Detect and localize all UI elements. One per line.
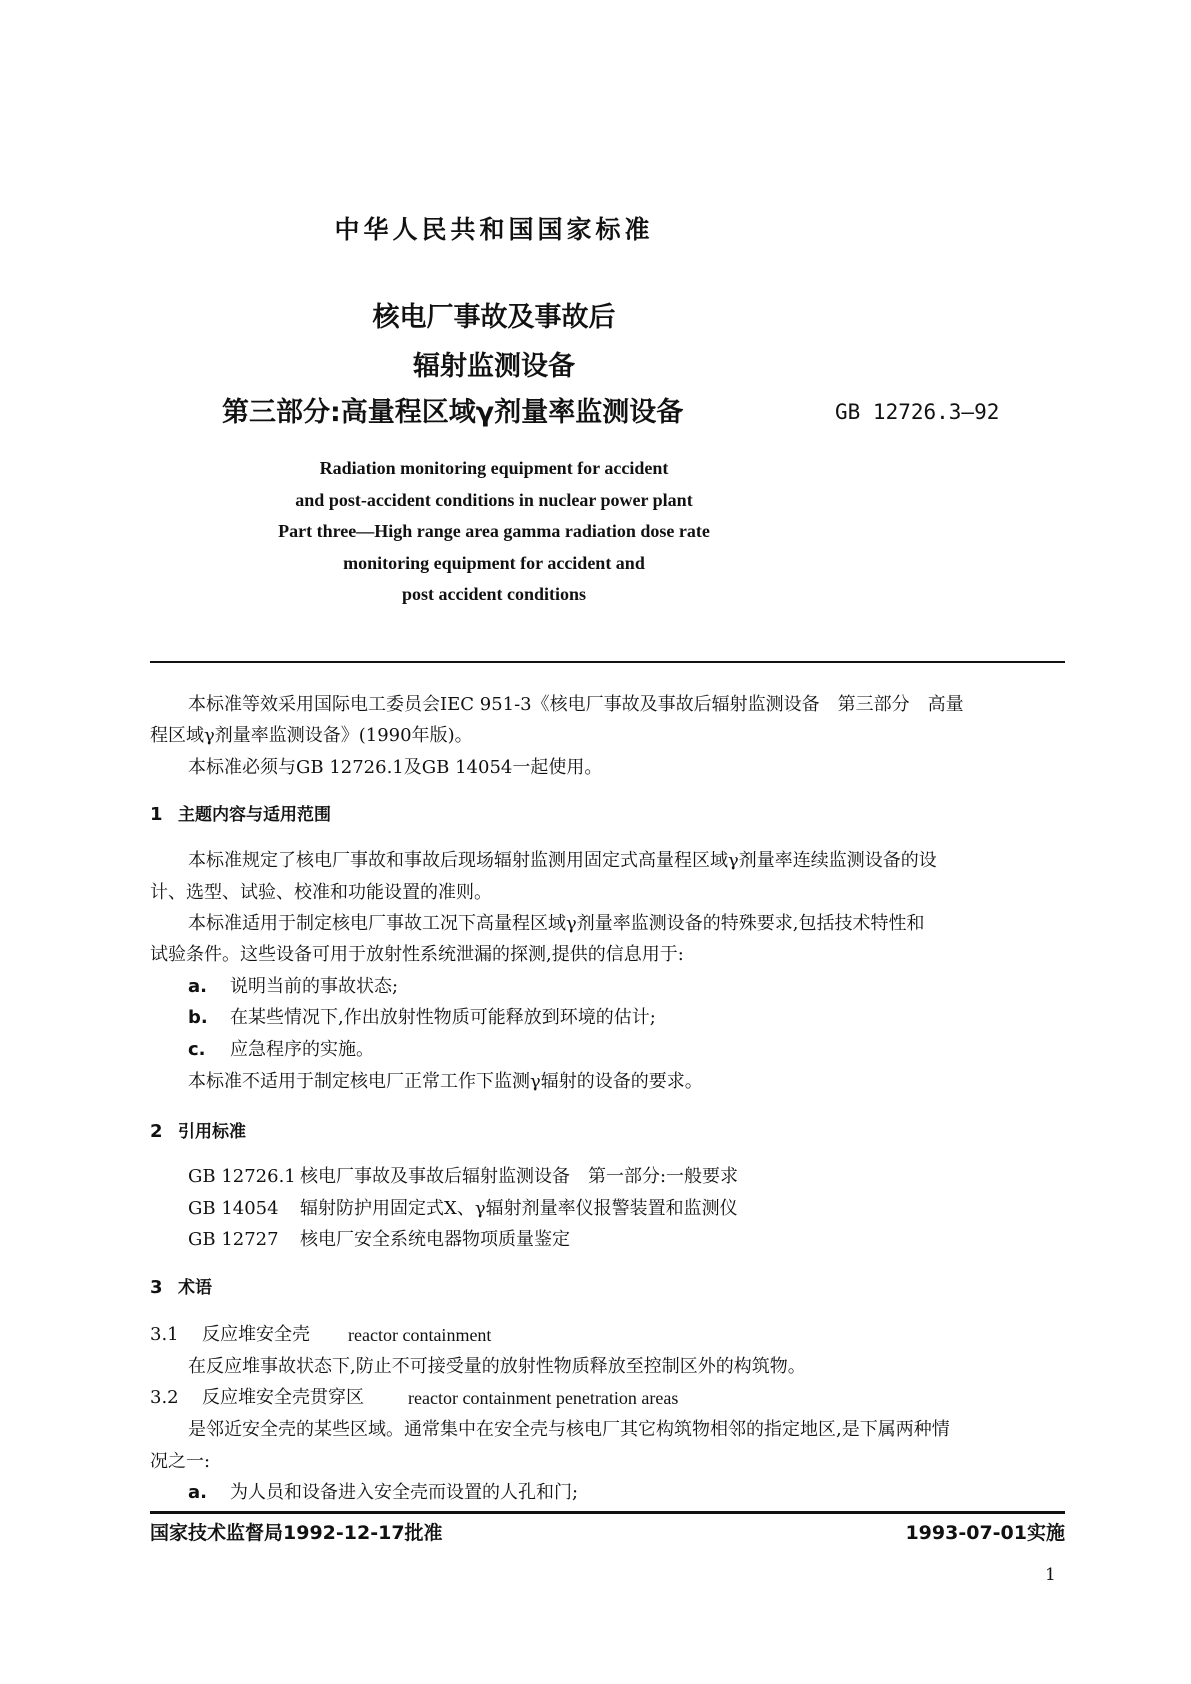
national-standard-heading: 中华人民共和国国家标准 <box>334 215 654 244</box>
term-3-2-def-line-2: 况之一: <box>150 1451 211 1472</box>
footer-rule <box>150 1511 1065 1514</box>
header-rule <box>150 661 1065 663</box>
term-3-1-zh: 反应堆安全壳 <box>202 1324 310 1345</box>
page-number: 1 <box>1045 1565 1056 1585</box>
section-1-number: 1 <box>150 804 163 825</box>
term-3-1-en: reactor containment <box>348 1325 492 1345</box>
s1-p1-line-2: 计、选型、试验、校准和功能设置的准则。 <box>150 882 492 903</box>
english-title-1: Radiation monitoring equipment for accident <box>319 458 669 478</box>
s1-p3: 本标准不适用于制定核电厂正常工作下监测γ辐射的设备的要求。 <box>188 1071 703 1092</box>
effective-date: 1993-07-01实施 <box>905 1522 1065 1544</box>
term-3-2-en: reactor containment penetration areas <box>408 1388 679 1408</box>
section-2-number: 2 <box>150 1121 163 1142</box>
section-3-title: 术语 <box>178 1278 212 1298</box>
term-3-1-definition: 在反应堆事故状态下,防止不可接受量的放射性物质释放至控制区外的构筑物。 <box>188 1356 806 1377</box>
item-c-marker: c. <box>188 1039 206 1060</box>
section-1-title: 主题内容与适用范围 <box>178 805 331 825</box>
intro-line-3: 本标准必须与GB 12726.1及GB 14054一起使用。 <box>188 757 603 778</box>
ref-3-code: GB 12727 <box>188 1229 279 1250</box>
item-b-marker: b. <box>188 1007 208 1028</box>
term-3-2-zh: 反应堆安全壳贯穿区 <box>202 1387 364 1408</box>
intro-line-1: 本标准等效采用国际电工委员会IEC 951-3《核电厂事故及事故后辐射监测设备 第三部分 高量 <box>188 694 964 715</box>
ref-1-code: GB 12726.1 <box>188 1166 296 1187</box>
title-line-1: 核电厂事故及事故后 <box>372 302 616 333</box>
title-line-2: 辐射监测设备 <box>413 351 575 382</box>
english-title-5: post accident conditions <box>401 584 587 604</box>
ref-2-code: GB 14054 <box>188 1198 279 1219</box>
section-3-number: 3 <box>150 1277 163 1298</box>
english-title-2: and post-accident conditions in nuclear power plant <box>295 490 693 510</box>
title-line-3: 第三部分:高量程区域γ剂量率监测设备 <box>222 397 684 428</box>
item-b-text: 在某些情况下,作出放射性物质可能释放到环境的估计; <box>230 1007 656 1028</box>
item-a-marker: a. <box>188 976 207 997</box>
term-3-2-def-line-1: 是邻近安全壳的某些区域。通常集中在安全壳与核电厂其它构筑物相邻的指定地区,是下属两种情 <box>188 1419 950 1440</box>
s1-p2-line-1: 本标准适用于制定核电厂事故工况下高量程区域γ剂量率监测设备的特殊要求,包括技术特性和 <box>188 913 925 934</box>
english-title-3: Part three—High range area gamma radiation dose rate <box>278 521 710 541</box>
english-title-4: monitoring equipment for accident and <box>343 553 645 573</box>
s1-p2-line-2: 试验条件。这些设备可用于放射性系统泄漏的探测,提供的信息用于: <box>150 944 684 965</box>
term-3-1-number: 3.1 <box>150 1324 179 1345</box>
s1-p1-line-1: 本标准规定了核电厂事故和事故后现场辐射监测用固定式高量程区域γ剂量率连续监测设备的设 <box>188 850 937 871</box>
term-3-2-item-text: 为人员和设备进入安全壳而设置的人孔和门; <box>230 1482 579 1503</box>
ref-3-title: 核电厂安全系统电器物项质量鉴定 <box>300 1229 570 1250</box>
item-a-text: 说明当前的事故状态; <box>230 976 399 997</box>
ref-1-title: 核电厂事故及事故后辐射监测设备 第一部分:一般要求 <box>300 1166 739 1187</box>
intro-line-2: 程区域γ剂量率监测设备》(1990年版)。 <box>150 725 473 746</box>
approval-date: 国家技术监督局1992-12-17批准 <box>150 1522 443 1544</box>
term-3-2-item-marker: a. <box>188 1482 207 1503</box>
section-2-title: 引用标准 <box>178 1122 246 1142</box>
item-c-text: 应急程序的实施。 <box>230 1039 374 1060</box>
standard-code: GB 12726.3—92 <box>835 400 1000 424</box>
term-3-2-number: 3.2 <box>150 1387 179 1408</box>
ref-2-title: 辐射防护用固定式X、γ辐射剂量率仪报警装置和监测仪 <box>300 1198 738 1219</box>
